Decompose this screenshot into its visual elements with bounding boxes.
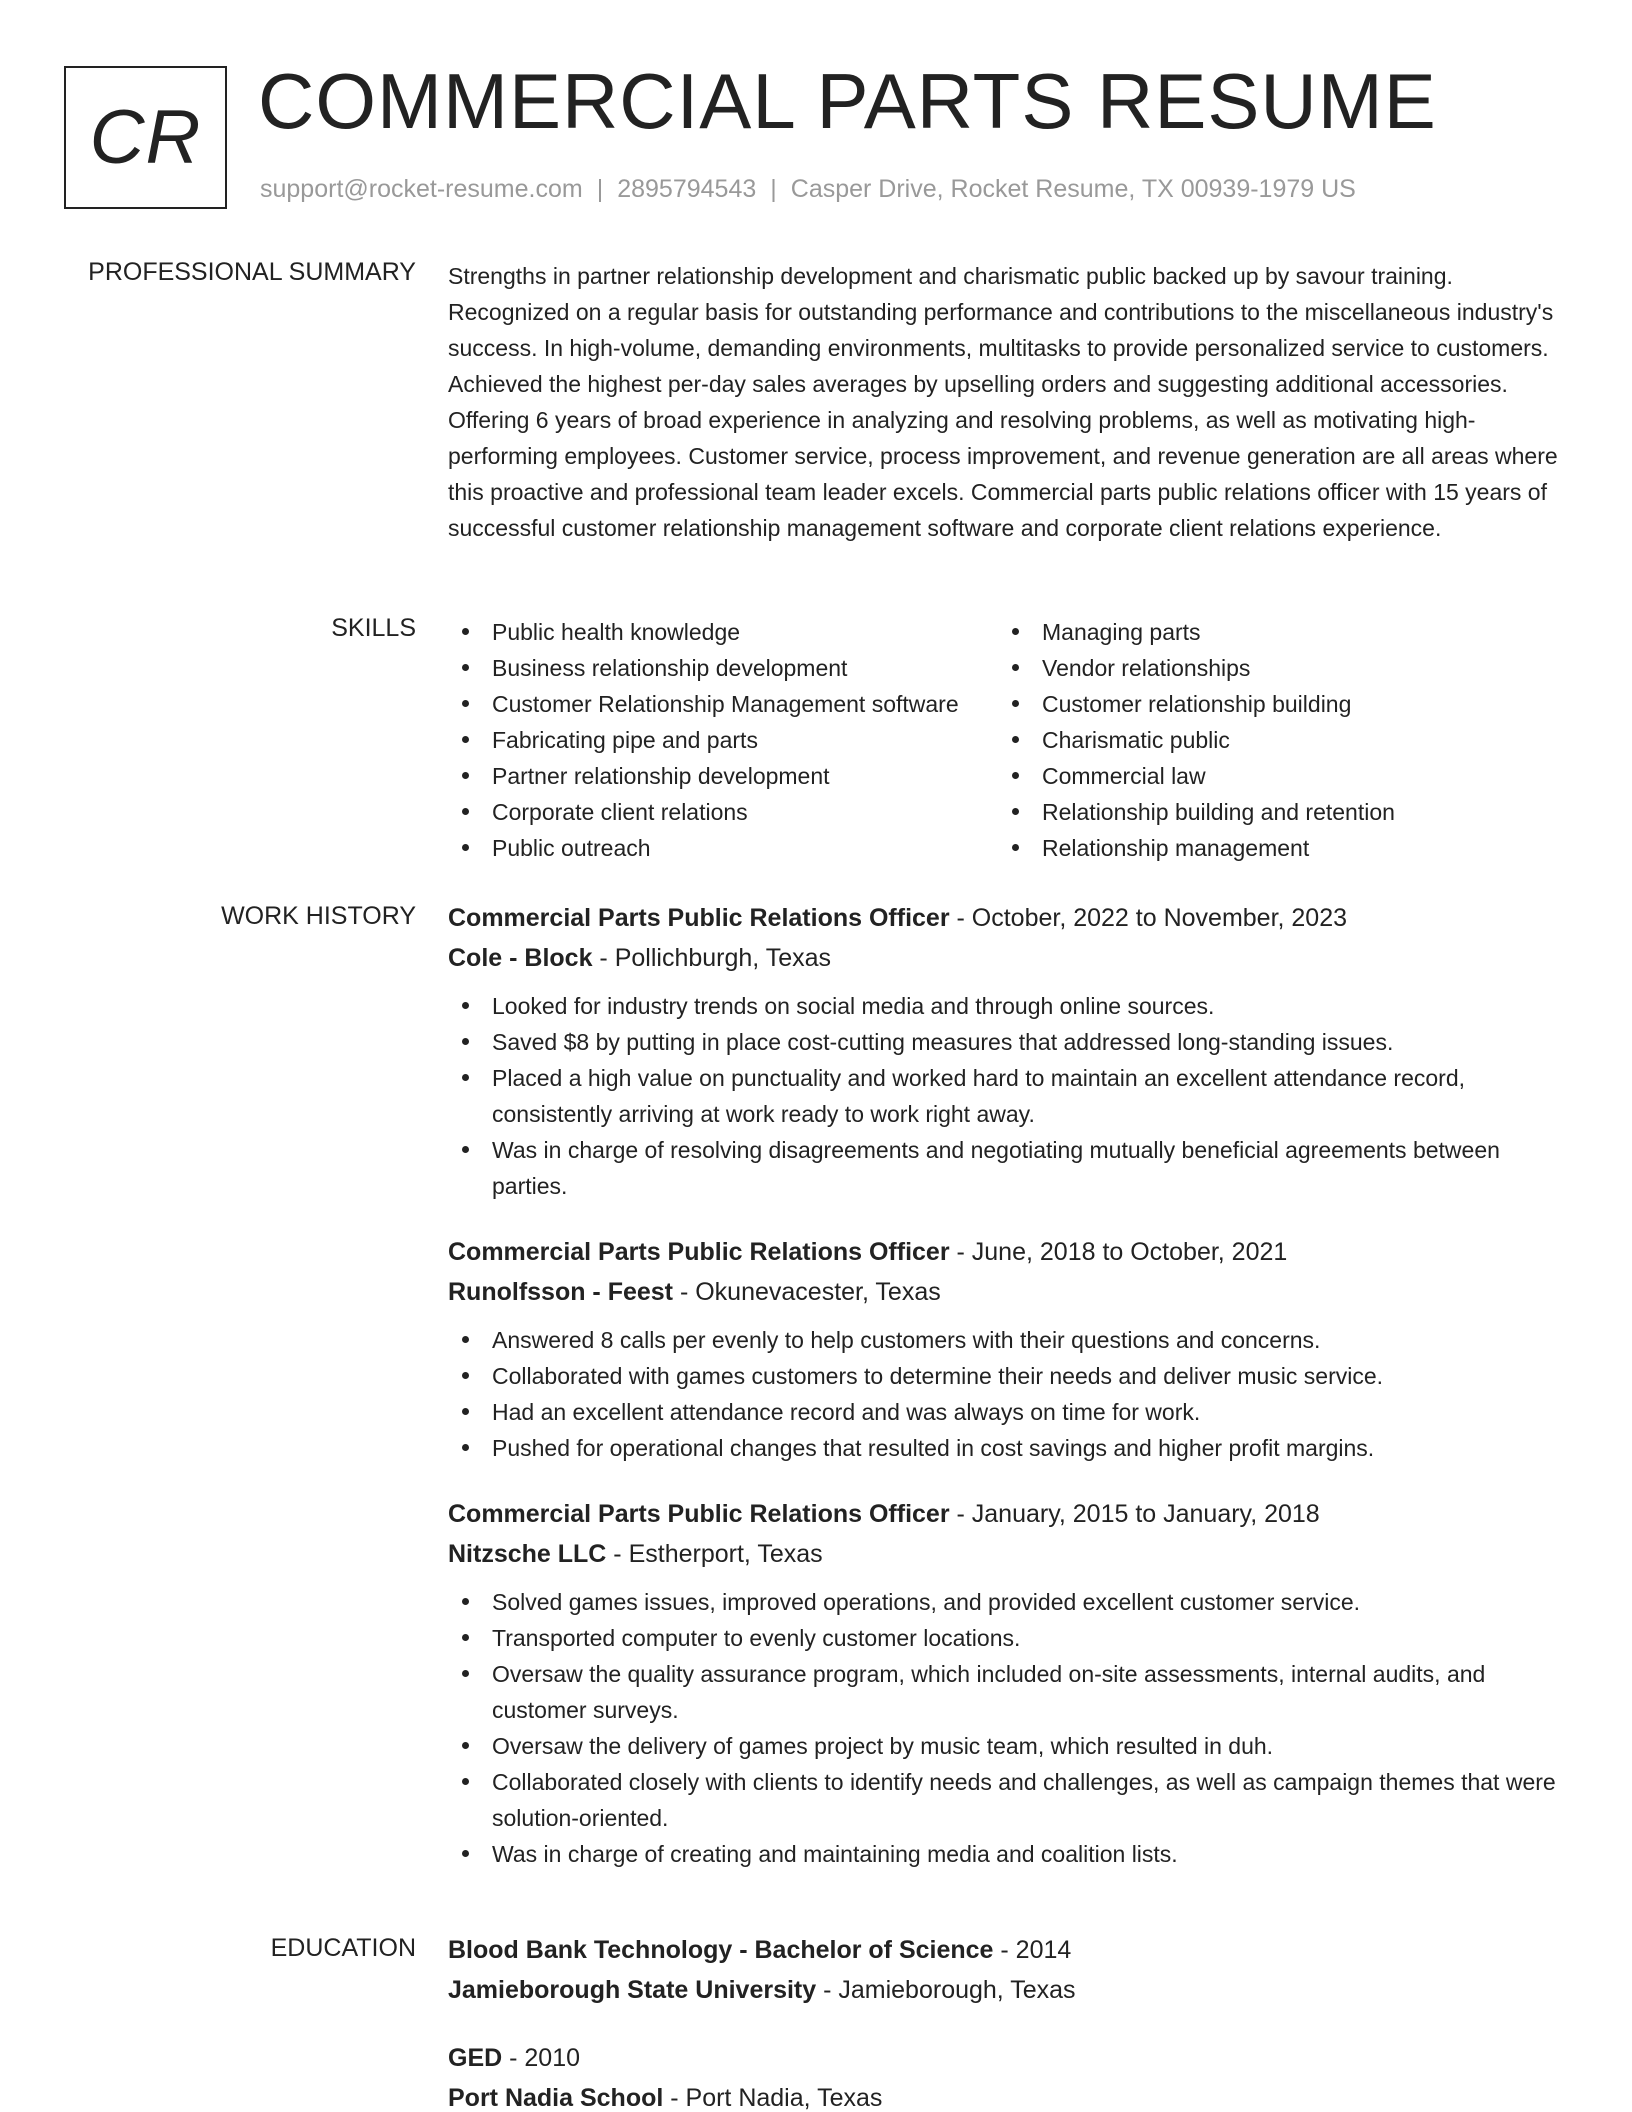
job-duty: Answered 8 calls per evenly to help customers with their questions and concerns. (448, 1322, 1572, 1358)
job-location: - Estherport, Texas (606, 1540, 823, 1568)
summary-text: Strengths in partner relationship development and charismatic public backed up by savour training. Recognized on a regular basis for outstanding performance and contributions to the miscellaneous industry's success. In high-volume, demanding environments, multitasks to provide personalized service to customers. Achieved the highest per-day sales averages by upselling orders and suggesting additional accessories. Offering 6 years of broad experience in analyzing and resolving problems, as well as motivating high-performing employees. Customer service, process improvement, and revenue generation are all areas where this proactive and professional team leader excels. Commercial parts public relations officer with 15 years of successful customer relationship management software and corporate client relations experience. (448, 263, 1558, 541)
skills-column-2 (998, 614, 1395, 866)
job-entry (448, 1232, 1572, 1466)
job-duty: Was in charge of resolving disagreements and negotiating mutually beneficial agreements between parties. (448, 1132, 1572, 1204)
job-duty: Placed a high value on punctuality and worked hard to maintain an excellent attendance record, consistently arriving at work ready to work right away. (448, 1060, 1572, 1132)
education-degree: GED (448, 2044, 503, 2072)
job-duty: Oversaw the quality assurance program, which included on-site assessments, internal audits, and customer surveys. (448, 1656, 1572, 1728)
job-title: Commercial Parts Public Relations Officer (448, 1500, 950, 1528)
education-school: Jamieborough State University (448, 1976, 817, 2004)
job-entry (448, 898, 1572, 1204)
job-dates: - June, 2018 to October, 2021 (949, 1238, 1288, 1266)
skill-item: Public outreach (448, 830, 998, 866)
monogram-box (64, 66, 227, 209)
job-title: Commercial Parts Public Relations Officer (448, 1238, 950, 1266)
job-duties (448, 1322, 1572, 1466)
job-duty: Had an excellent attendance record and was always on time for work. (448, 1394, 1572, 1430)
education-list (448, 1930, 1572, 2112)
education-school-line (448, 2078, 1572, 2112)
work-history-heading: WORK HISTORY (221, 902, 416, 930)
education-heading: EDUCATION (270, 1934, 416, 1962)
job-title: Commercial Parts Public Relations Officer (448, 904, 950, 932)
work-history-list (448, 898, 1572, 1900)
job-duties (448, 988, 1572, 1204)
job-location: - Okunevacester, Texas (673, 1278, 941, 1306)
job-company-line (448, 1272, 1572, 1312)
job-company: Nitzsche LLC (448, 1540, 607, 1568)
job-company: Cole - Block (448, 944, 593, 972)
education-degree-line (448, 1930, 1572, 1970)
job-title-line (448, 1232, 1572, 1272)
summary-heading: PROFESSIONAL SUMMARY (88, 258, 416, 286)
skill-item: Public health knowledge (448, 614, 998, 650)
skill-item: Vendor relationships (998, 650, 1395, 686)
education-year: - 2014 (993, 1936, 1072, 1964)
job-title-line (448, 1494, 1572, 1534)
job-dates: - January, 2015 to January, 2018 (949, 1500, 1320, 1528)
contact-separator: | (596, 175, 604, 203)
education-school: Port Nadia School (448, 2084, 664, 2112)
skill-item: Business relationship development (448, 650, 998, 686)
skill-item: Customer Relationship Management software (448, 686, 998, 722)
education-degree: Blood Bank Technology - Bachelor of Science (448, 1936, 994, 1964)
job-entry (448, 1494, 1572, 1872)
job-company: Runolfsson - Feest (448, 1278, 674, 1306)
contact-address: Casper Drive, Rocket Resume, TX 00939-1979 US (790, 175, 1356, 203)
skills-column-1 (448, 614, 998, 866)
skill-item: Partner relationship development (448, 758, 998, 794)
skill-item: Fabricating pipe and parts (448, 722, 998, 758)
job-duty: Was in charge of creating and maintaining media and coalition lists. (448, 1836, 1572, 1872)
job-company-line (448, 1534, 1572, 1574)
contact-separator: | (770, 175, 777, 203)
contact-email[interactable]: support@rocket-resume.com (260, 175, 583, 203)
job-duty: Saved $8 by putting in place cost-cutting measures that addressed long-standing issues. (448, 1024, 1572, 1060)
skill-item: Commercial law (998, 758, 1395, 794)
job-duty: Looked for industry trends on social media and through online sources. (448, 988, 1572, 1024)
job-title-line (448, 898, 1572, 938)
skill-item: Customer relationship building (998, 686, 1395, 722)
skill-item: Charismatic public (998, 722, 1395, 758)
monogram-initials: CR (89, 95, 202, 180)
job-duty: Collaborated with games customers to determine their needs and deliver music service. (448, 1358, 1572, 1394)
contact-phone[interactable]: 2895794543 (617, 175, 757, 203)
job-duties (448, 1584, 1572, 1872)
skill-item: Relationship building and retention (998, 794, 1395, 830)
education-entry (448, 1930, 1572, 2010)
skill-item: Corporate client relations (448, 794, 998, 830)
education-location: - Jamieborough, Texas (816, 1976, 1076, 2004)
resume-title: COMMERCIAL PARTS RESUME (258, 57, 1437, 145)
job-duty: Solved games issues, improved operations, and provided excellent customer service. (448, 1584, 1572, 1620)
job-duty: Oversaw the delivery of games project by music team, which resulted in duh. (448, 1728, 1572, 1764)
job-dates: - October, 2022 to November, 2023 (949, 904, 1348, 932)
education-degree-line (448, 2038, 1572, 2078)
skill-item: Relationship management (998, 830, 1395, 866)
job-duty: Transported computer to evenly customer locations. (448, 1620, 1572, 1656)
job-location: - Pollichburgh, Texas (592, 944, 832, 972)
skill-item: Managing parts (998, 614, 1395, 650)
skills-list (448, 614, 1572, 866)
education-school-line (448, 1970, 1572, 2010)
job-duty: Pushed for operational changes that resulted in cost savings and higher profit margins. (448, 1430, 1572, 1466)
education-year: - 2010 (502, 2044, 581, 2072)
job-duty: Collaborated closely with clients to identify needs and challenges, as well as campaign themes that were solution-oriented. (448, 1764, 1572, 1836)
education-location: - Port Nadia, Texas (663, 2084, 883, 2112)
contact-line (260, 175, 1356, 204)
education-entry (448, 2038, 1572, 2112)
job-company-line (448, 938, 1572, 978)
skills-heading: SKILLS (331, 614, 416, 642)
